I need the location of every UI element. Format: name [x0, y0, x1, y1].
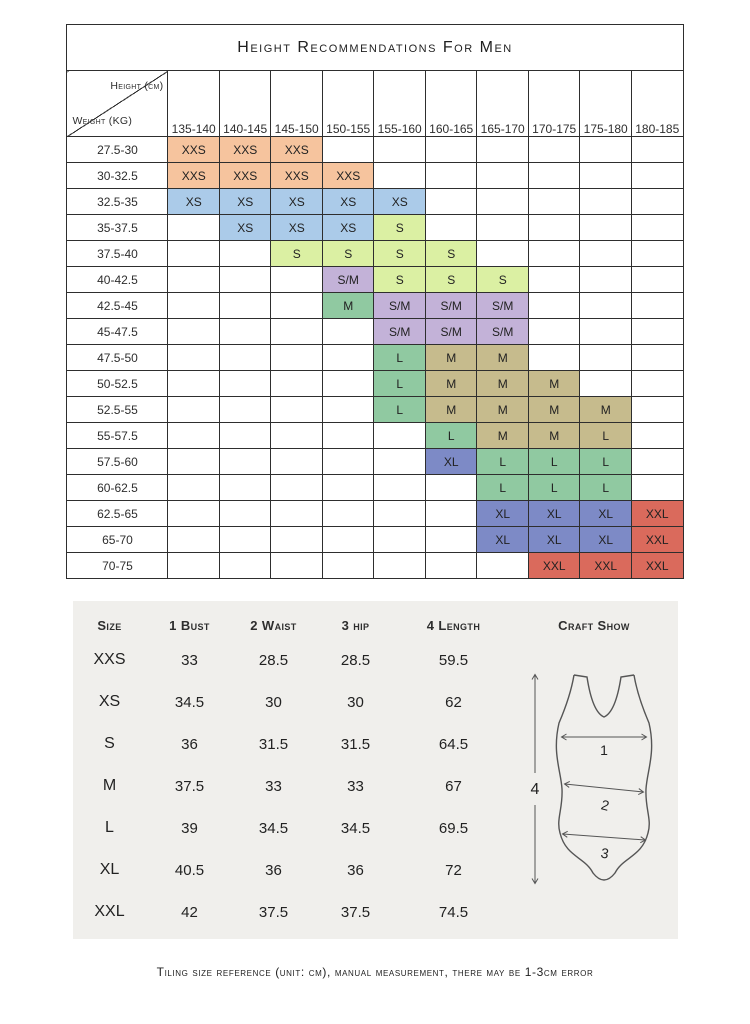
- size-cell: L: [528, 475, 580, 501]
- header-length: 4 Length: [426, 617, 481, 633]
- weight-range-label: 40-42.5: [67, 267, 168, 293]
- empty-cell: [322, 397, 374, 423]
- empty-cell: [631, 293, 683, 319]
- size-cell: M: [477, 397, 529, 423]
- empty-cell: [271, 267, 323, 293]
- measurement-value: 40.5: [174, 861, 205, 879]
- size-cell: M: [528, 423, 580, 449]
- size-cell: XXS: [322, 163, 374, 189]
- size-cell: S: [425, 241, 477, 267]
- empty-cell: [271, 527, 323, 553]
- weight-range-label: 70-75: [67, 553, 168, 579]
- height-column-header: 155-160: [374, 71, 426, 137]
- empty-cell: [528, 293, 580, 319]
- empty-cell: [425, 215, 477, 241]
- size-cell: L: [580, 423, 632, 449]
- empty-cell: [271, 397, 323, 423]
- measurement-value: 37.5: [258, 903, 289, 921]
- size-cell: XXS: [219, 163, 271, 189]
- bodysuit-sketch-icon: [519, 650, 669, 922]
- weight-range-label: 57.5-60: [67, 449, 168, 475]
- empty-cell: [580, 267, 632, 293]
- measurement-value: 33: [347, 777, 364, 795]
- size-cell: M: [477, 423, 529, 449]
- empty-cell: [322, 501, 374, 527]
- empty-cell: [168, 501, 220, 527]
- empty-cell: [322, 475, 374, 501]
- empty-cell: [168, 345, 220, 371]
- empty-cell: [528, 163, 580, 189]
- empty-cell: [374, 501, 426, 527]
- empty-cell: [271, 345, 323, 371]
- size-cell: XL: [528, 527, 580, 553]
- size-cell: L: [374, 371, 426, 397]
- measurement-value: 31.5: [258, 735, 289, 753]
- weight-row: [67, 449, 683, 475]
- measurement-value: 37.5: [340, 903, 371, 921]
- empty-cell: [477, 241, 529, 267]
- size-cell: XXL: [528, 553, 580, 579]
- measurement-value: 59.5: [438, 651, 469, 669]
- empty-cell: [271, 553, 323, 579]
- empty-cell: [631, 423, 683, 449]
- weight-row: [67, 423, 683, 449]
- empty-cell: [271, 475, 323, 501]
- empty-cell: [168, 423, 220, 449]
- size-cell: M: [528, 397, 580, 423]
- size-cell: M: [425, 345, 477, 371]
- height-column-header: 160-165: [425, 71, 477, 137]
- weight-row: [67, 527, 683, 553]
- empty-cell: [219, 319, 271, 345]
- measurement-value: 33: [265, 777, 282, 795]
- empty-cell: [219, 423, 271, 449]
- weight-range-label: 52.5-55: [67, 397, 168, 423]
- empty-cell: [425, 475, 477, 501]
- header-size: Size: [97, 617, 122, 633]
- weight-row: [67, 215, 683, 241]
- measurements-panel: [73, 601, 678, 939]
- size-cell: S: [477, 267, 529, 293]
- height-column-header: 170-175: [528, 71, 580, 137]
- empty-cell: [271, 423, 323, 449]
- empty-cell: [168, 371, 220, 397]
- size-cell: S: [374, 267, 426, 293]
- empty-cell: [631, 371, 683, 397]
- empty-cell: [631, 397, 683, 423]
- weight-range-label: 37.5-40: [67, 241, 168, 267]
- empty-cell: [631, 267, 683, 293]
- measurement-value: 36: [347, 861, 364, 879]
- empty-cell: [425, 163, 477, 189]
- marker-4-label: 4: [530, 781, 540, 798]
- size-cell: XS: [271, 215, 323, 241]
- marker-3-label: 3: [599, 844, 611, 862]
- weight-range-label: 30-32.5: [67, 163, 168, 189]
- size-cell: M: [528, 371, 580, 397]
- size-cell: M: [425, 397, 477, 423]
- size-cell: M: [322, 293, 374, 319]
- size-cell: XL: [528, 501, 580, 527]
- empty-cell: [322, 423, 374, 449]
- weight-range-label: 35-37.5: [67, 215, 168, 241]
- empty-cell: [528, 267, 580, 293]
- weight-row: [67, 319, 683, 345]
- size-cell: XXS: [219, 137, 271, 163]
- size-label: XXS: [93, 651, 126, 668]
- size-cell: XS: [374, 189, 426, 215]
- empty-cell: [425, 527, 477, 553]
- measurement-value: 36: [265, 861, 282, 879]
- size-cell: XL: [477, 501, 529, 527]
- empty-cell: [168, 475, 220, 501]
- empty-cell: [528, 189, 580, 215]
- empty-cell: [631, 345, 683, 371]
- size-cell: XXS: [168, 163, 220, 189]
- weight-row: [67, 137, 683, 163]
- marker-1-label: 1: [600, 742, 608, 758]
- size-cell: L: [374, 397, 426, 423]
- size-label: L: [105, 819, 114, 836]
- weight-row: [67, 397, 683, 423]
- empty-cell: [219, 501, 271, 527]
- empty-cell: [219, 527, 271, 553]
- empty-cell: [580, 319, 632, 345]
- measurement-value: 69.5: [438, 819, 469, 837]
- height-column-header: 175-180: [580, 71, 632, 137]
- marker-2-label: 2: [599, 796, 611, 814]
- height-column-header: 135-140: [168, 71, 220, 137]
- empty-cell: [168, 449, 220, 475]
- weight-row: [67, 241, 683, 267]
- size-cell: XL: [580, 527, 632, 553]
- empty-cell: [631, 475, 683, 501]
- size-cell: XS: [219, 215, 271, 241]
- empty-cell: [168, 241, 220, 267]
- empty-cell: [219, 397, 271, 423]
- empty-cell: [631, 189, 683, 215]
- weight-row: [67, 345, 683, 371]
- size-cell: XL: [580, 501, 632, 527]
- weight-row: [67, 293, 683, 319]
- empty-cell: [219, 553, 271, 579]
- size-cell: L: [528, 449, 580, 475]
- empty-cell: [322, 319, 374, 345]
- empty-cell: [219, 241, 271, 267]
- size-cell: S/M: [374, 319, 426, 345]
- weight-range-label: 62.5-65: [67, 501, 168, 527]
- table-title: Height Recommendations For Men: [67, 25, 683, 71]
- corner-height-label: Height (cm): [110, 80, 164, 92]
- size-cell: S/M: [477, 319, 529, 345]
- size-cell: XS: [322, 215, 374, 241]
- size-cell: XL: [425, 449, 477, 475]
- size-cell: S: [271, 241, 323, 267]
- empty-cell: [528, 319, 580, 345]
- size-cell: S/M: [322, 267, 374, 293]
- weight-range-label: 42.5-45: [67, 293, 168, 319]
- empty-cell: [631, 319, 683, 345]
- empty-cell: [580, 371, 632, 397]
- empty-cell: [168, 319, 220, 345]
- size-cell: S: [374, 215, 426, 241]
- size-cell: L: [580, 449, 632, 475]
- corner-weight-label: Weight (KG): [72, 115, 133, 127]
- empty-cell: [168, 397, 220, 423]
- height-weight-table: [66, 24, 683, 579]
- measurement-value: 74.5: [438, 903, 469, 921]
- empty-cell: [374, 449, 426, 475]
- empty-cell: [219, 267, 271, 293]
- empty-cell: [374, 137, 426, 163]
- size-cell: XXL: [580, 553, 632, 579]
- empty-cell: [168, 293, 220, 319]
- empty-cell: [374, 475, 426, 501]
- size-cell: L: [425, 423, 477, 449]
- measurement-value: 31.5: [340, 735, 371, 753]
- empty-cell: [219, 475, 271, 501]
- empty-cell: [631, 163, 683, 189]
- empty-cell: [580, 241, 632, 267]
- measurement-value: 33: [181, 651, 198, 669]
- size-cell: S/M: [425, 293, 477, 319]
- weight-range-label: 27.5-30: [67, 137, 168, 163]
- measurements-table: [73, 639, 511, 933]
- size-cell: M: [477, 345, 529, 371]
- empty-cell: [322, 527, 374, 553]
- height-column-header: 140-145: [219, 71, 271, 137]
- header-waist: 2 Waist: [250, 617, 297, 633]
- size-cell: XXL: [631, 501, 683, 527]
- measurement-value: 34.5: [340, 819, 371, 837]
- empty-cell: [219, 293, 271, 319]
- empty-cell: [631, 215, 683, 241]
- size-cell: XXS: [271, 163, 323, 189]
- size-cell: L: [477, 475, 529, 501]
- empty-cell: [168, 215, 220, 241]
- empty-cell: [271, 371, 323, 397]
- measurement-value: 28.5: [258, 651, 289, 669]
- size-cell: M: [477, 371, 529, 397]
- title-row: [67, 25, 683, 71]
- empty-cell: [322, 345, 374, 371]
- empty-cell: [580, 137, 632, 163]
- size-cell: XXL: [631, 527, 683, 553]
- empty-cell: [425, 137, 477, 163]
- empty-cell: [425, 189, 477, 215]
- footer-note: Tiling size reference (unit: cm), manual measurement, there may be 1-3cm error: [156, 965, 594, 979]
- weight-range-label: 45-47.5: [67, 319, 168, 345]
- empty-cell: [271, 501, 323, 527]
- size-cell: XXS: [168, 137, 220, 163]
- size-cell: S: [322, 241, 374, 267]
- size-cell: S/M: [425, 319, 477, 345]
- empty-cell: [425, 501, 477, 527]
- empty-cell: [322, 449, 374, 475]
- empty-cell: [631, 241, 683, 267]
- weight-row: [67, 371, 683, 397]
- weight-range-label: 47.5-50: [67, 345, 168, 371]
- measurements-header-row: [73, 611, 678, 639]
- size-cell: XXL: [631, 553, 683, 579]
- size-cell: XS: [271, 189, 323, 215]
- weight-row: [67, 501, 683, 527]
- empty-cell: [219, 371, 271, 397]
- size-chart-page: [0, 24, 750, 1024]
- size-cell: L: [580, 475, 632, 501]
- empty-cell: [374, 553, 426, 579]
- empty-cell: [477, 553, 529, 579]
- measurement-value: 30: [347, 693, 364, 711]
- empty-cell: [168, 553, 220, 579]
- size-cell: S: [425, 267, 477, 293]
- weight-row: [67, 163, 683, 189]
- empty-cell: [631, 449, 683, 475]
- height-column-header: 180-185: [631, 71, 683, 137]
- size-cell: M: [425, 371, 477, 397]
- size-label: XXL: [94, 903, 125, 920]
- measurement-value: 42: [181, 903, 198, 921]
- empty-cell: [477, 163, 529, 189]
- craft-show-figure: [511, 639, 678, 933]
- size-cell: XS: [219, 189, 271, 215]
- measurement-value: 28.5: [340, 651, 371, 669]
- height-column-header: 165-170: [477, 71, 529, 137]
- empty-cell: [580, 163, 632, 189]
- empty-cell: [528, 241, 580, 267]
- measurement-value: 37.5: [174, 777, 205, 795]
- weight-row: [67, 553, 683, 579]
- size-label: M: [102, 777, 117, 794]
- size-cell: S: [374, 241, 426, 267]
- measurement-value: 34.5: [258, 819, 289, 837]
- empty-cell: [322, 371, 374, 397]
- empty-cell: [271, 293, 323, 319]
- size-grid-body: [67, 137, 683, 579]
- weight-row: [67, 189, 683, 215]
- size-cell: L: [477, 449, 529, 475]
- size-label: XS: [98, 693, 121, 710]
- empty-cell: [528, 215, 580, 241]
- measurement-value: 64.5: [438, 735, 469, 753]
- empty-cell: [528, 345, 580, 371]
- header-bust: 1 Bust: [169, 617, 210, 633]
- empty-cell: [219, 345, 271, 371]
- size-cell: XS: [168, 189, 220, 215]
- size-cell: L: [374, 345, 426, 371]
- size-cell: XXS: [271, 137, 323, 163]
- empty-cell: [374, 423, 426, 449]
- height-column-header: 150-155: [322, 71, 374, 137]
- empty-cell: [580, 189, 632, 215]
- empty-cell: [528, 137, 580, 163]
- corner-cell: [67, 71, 168, 137]
- header-hip: 3 hip: [341, 617, 370, 633]
- empty-cell: [168, 267, 220, 293]
- measurement-value: 39: [181, 819, 198, 837]
- weight-row: [67, 475, 683, 501]
- measurement-value: 30: [265, 693, 282, 711]
- weight-range-label: 65-70: [67, 527, 168, 553]
- size-cell: XS: [322, 189, 374, 215]
- size-cell: S/M: [374, 293, 426, 319]
- empty-cell: [477, 189, 529, 215]
- empty-cell: [219, 449, 271, 475]
- height-column-header: 145-150: [271, 71, 323, 137]
- measurement-value: 36: [181, 735, 198, 753]
- measurement-value: 62: [445, 693, 462, 711]
- size-cell: M: [580, 397, 632, 423]
- measurements-body: [73, 639, 678, 933]
- empty-cell: [580, 215, 632, 241]
- empty-cell: [580, 293, 632, 319]
- size-cell: S/M: [477, 293, 529, 319]
- measurement-value: 72: [445, 861, 462, 879]
- size-label: XL: [99, 861, 120, 878]
- weight-range-label: 32.5-35: [67, 189, 168, 215]
- weight-range-label: 55-57.5: [67, 423, 168, 449]
- size-cell: XL: [477, 527, 529, 553]
- size-label: S: [104, 735, 115, 752]
- empty-cell: [580, 345, 632, 371]
- empty-cell: [477, 137, 529, 163]
- empty-cell: [374, 163, 426, 189]
- empty-cell: [322, 137, 374, 163]
- empty-cell: [374, 527, 426, 553]
- weight-range-label: 50-52.5: [67, 371, 168, 397]
- measurement-value: 67: [445, 777, 462, 795]
- weight-range-label: 60-62.5: [67, 475, 168, 501]
- weight-row: [67, 267, 683, 293]
- empty-cell: [322, 553, 374, 579]
- empty-cell: [631, 137, 683, 163]
- empty-cell: [477, 215, 529, 241]
- measurement-value: 34.5: [174, 693, 205, 711]
- empty-cell: [271, 319, 323, 345]
- column-header-row: [67, 71, 683, 137]
- empty-cell: [168, 527, 220, 553]
- empty-cell: [271, 449, 323, 475]
- header-craft-show: Craft Show: [558, 617, 630, 633]
- empty-cell: [425, 553, 477, 579]
